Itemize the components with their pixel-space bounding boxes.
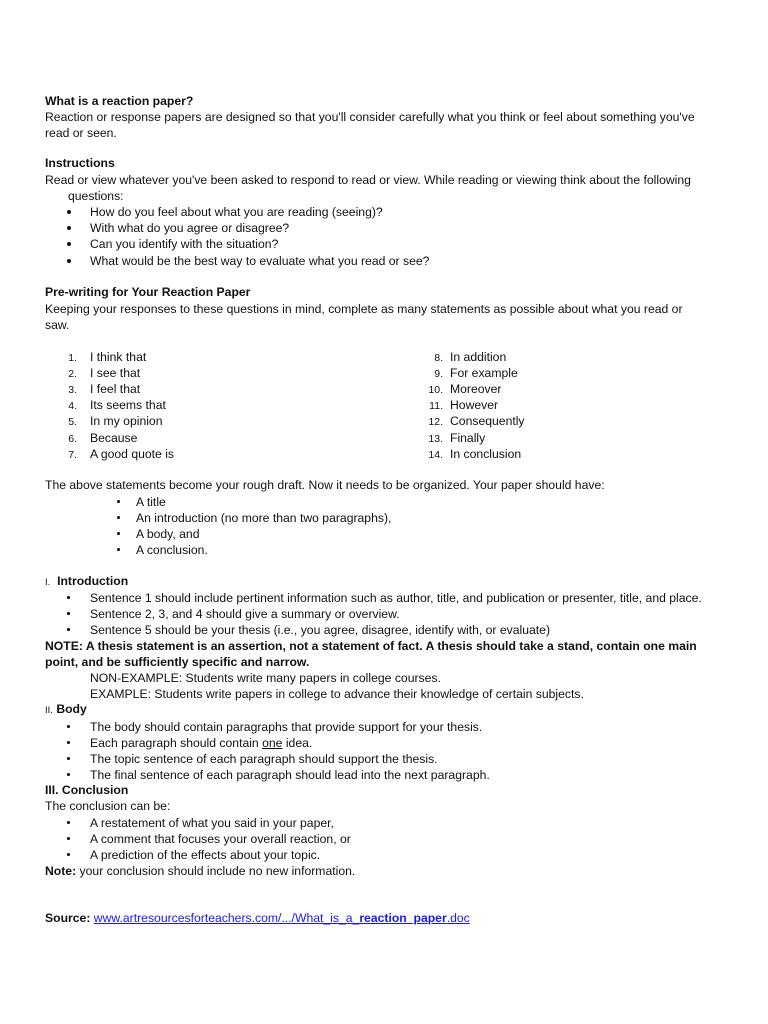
- prewriting-line-2: saw.: [45, 318, 70, 332]
- body-bullet: [90, 735, 312, 751]
- body-bullet-text: Each paragraph should contain: [90, 736, 263, 750]
- question-item: Can you identify with the situation?: [90, 237, 279, 251]
- paper-part-item: A title: [136, 495, 166, 509]
- statement-starter: I see that: [90, 366, 141, 381]
- source-link-part: www.artresourcesforteachers.com/.../What_is_a_: [93, 911, 360, 925]
- bullet-dot: [67, 773, 70, 776]
- statement-starter: A good quote is: [90, 446, 175, 461]
- heading-body: [45, 701, 87, 719]
- instructions-line-1: Read or view whatever you've been asked to respond to read or view. While reading or viewing think about the following: [45, 173, 691, 187]
- statement-number: 4.: [68, 400, 77, 413]
- source-label: Source:: [45, 911, 91, 925]
- paper-part-item: A conclusion.: [136, 543, 208, 557]
- bullet-dot: [117, 516, 120, 519]
- body-bullet: The body should contain paragraphs that provide support for your thesis.: [90, 720, 483, 734]
- bullet-dot: [67, 596, 70, 599]
- bullet-dot: [117, 548, 120, 551]
- conclusion-bullet: A prediction of the effects about your topic.: [90, 848, 321, 862]
- conclusion-bullet: A restatement of what you said in your paper,: [90, 816, 334, 830]
- statement-number: 1.: [68, 352, 77, 364]
- question-item: How do you feel about what you are reading (seeing)?: [90, 205, 383, 219]
- question-item: With what do you agree or disagree?: [90, 221, 290, 235]
- intro-bullet: Sentence 5 should be your thesis (i.e., you agree, disagree, identify with, or evaluate): [90, 623, 551, 637]
- intro-line-1: Reaction or response papers are designed so that you'll consider carefully what you think or feel about something you've: [45, 110, 695, 124]
- heading-text: Introduction: [57, 574, 129, 588]
- statement-starter: For example: [450, 366, 518, 381]
- body-bullet: The topic sentence of each paragraph should support the thesis.: [90, 752, 438, 766]
- heading-instructions: Instructions: [45, 156, 115, 170]
- bullet-dot: [67, 821, 70, 824]
- instructions-line-2: questions:: [68, 189, 124, 203]
- bullet-dot: [67, 741, 70, 744]
- prewriting-line-1: Keeping your responses to these questions in mind, complete as many statements as possible about what you read or: [45, 302, 683, 316]
- intro-bullet: Sentence 2, 3, and 4 should give a summary or overview.: [90, 607, 400, 621]
- heading-introduction: [45, 573, 128, 591]
- bullet-dot: [67, 612, 70, 615]
- statement-starter: Finally: [450, 430, 486, 445]
- bullet-dot: [67, 837, 70, 840]
- roman-numeral: II.: [45, 705, 53, 716]
- statement-starter: In conclusion: [450, 446, 522, 461]
- source-line: [45, 910, 470, 926]
- statement-starter: I think that: [90, 350, 147, 364]
- statement-number: 6.: [68, 432, 77, 445]
- bullet-dot: [67, 757, 70, 760]
- bullet-dot: [67, 259, 71, 263]
- bullet-dot: [67, 725, 70, 728]
- statement-starter: Consequently: [450, 414, 525, 429]
- bullet-dot: [67, 226, 71, 230]
- thesis-note-line-2: point, and be sufficiently specific and narrow.: [45, 655, 310, 669]
- statement-number: 12.: [428, 416, 443, 429]
- bullet-dot: [67, 242, 71, 246]
- bullet-dot: [67, 853, 70, 856]
- statement-number: 14.: [428, 448, 443, 461]
- statement-number: 2.: [68, 368, 77, 381]
- statement-starter: In my opinion: [90, 414, 163, 429]
- conclusion-bullet: A comment that focuses your overall reaction, or: [90, 832, 351, 846]
- source-link-part: .doc: [446, 911, 470, 925]
- question-item: What would be the best way to evaluate what you read or see?: [90, 254, 430, 268]
- bullet-dot: [117, 500, 120, 503]
- bullet-dot: [67, 210, 71, 214]
- conclusion-note: [45, 863, 355, 879]
- note-text: your conclusion should include no new information.: [76, 864, 356, 878]
- conclusion-intro: The conclusion can be:: [45, 799, 171, 813]
- non-example: NON-EXAMPLE: Students write many papers in college courses.: [90, 671, 441, 685]
- statement-number: 11.: [429, 400, 443, 413]
- statement-starter: Moreover: [450, 382, 502, 397]
- paper-part-item: A body, and: [136, 527, 200, 541]
- statement-starter: I feel that: [90, 382, 141, 397]
- underlined-word: one: [262, 736, 283, 750]
- note-label: Note:: [45, 864, 77, 878]
- statement-number: 9.: [434, 368, 443, 381]
- heading-conclusion: III. Conclusion: [45, 783, 129, 797]
- statement-number: 8.: [434, 352, 443, 364]
- statement-number: 5.: [68, 416, 77, 429]
- body-bullet-text: idea.: [282, 736, 313, 750]
- statement-number: 10.: [428, 384, 443, 397]
- intro-line-2: read or seen.: [45, 126, 117, 140]
- statement-number: 13.: [428, 432, 443, 445]
- source-link-bold: reaction_paper: [359, 911, 447, 925]
- bullet-dot: [67, 628, 70, 631]
- heading-prewriting: Pre-writing for Your Reaction Paper: [45, 285, 251, 299]
- heading-text: Body: [56, 702, 87, 716]
- intro-bullet: Sentence 1 should include pertinent information such as author, title, and publication or presenter, title, and place.: [90, 591, 702, 605]
- statement-starter: In addition: [450, 350, 507, 364]
- paper-part-item: An introduction (no more than two paragraphs),: [136, 511, 392, 525]
- heading-what-is: What is a reaction paper?: [45, 94, 194, 108]
- body-bullet: The final sentence of each paragraph should lead into the next paragraph.: [90, 768, 490, 782]
- statement-starter: However: [450, 398, 499, 413]
- statement-number: 7.: [68, 448, 77, 461]
- statement-starter: Its seems that: [90, 398, 166, 413]
- statement-starter: Because: [90, 430, 138, 445]
- organize-line: The above statements become your rough draft. Now it needs to be organized. Your paper should have:: [45, 478, 605, 492]
- roman-numeral: I.: [45, 577, 51, 588]
- bullet-dot: [117, 532, 120, 535]
- thesis-note-line-1: NOTE: A thesis statement is an assertion, not a statement of fact. A thesis should take a stand, contain one main: [45, 639, 697, 653]
- example: EXAMPLE: Students write papers in college to advance their knowledge of certain subjects.: [90, 687, 584, 701]
- statement-number: 3.: [68, 384, 77, 397]
- source-link[interactable]: [94, 911, 470, 925]
